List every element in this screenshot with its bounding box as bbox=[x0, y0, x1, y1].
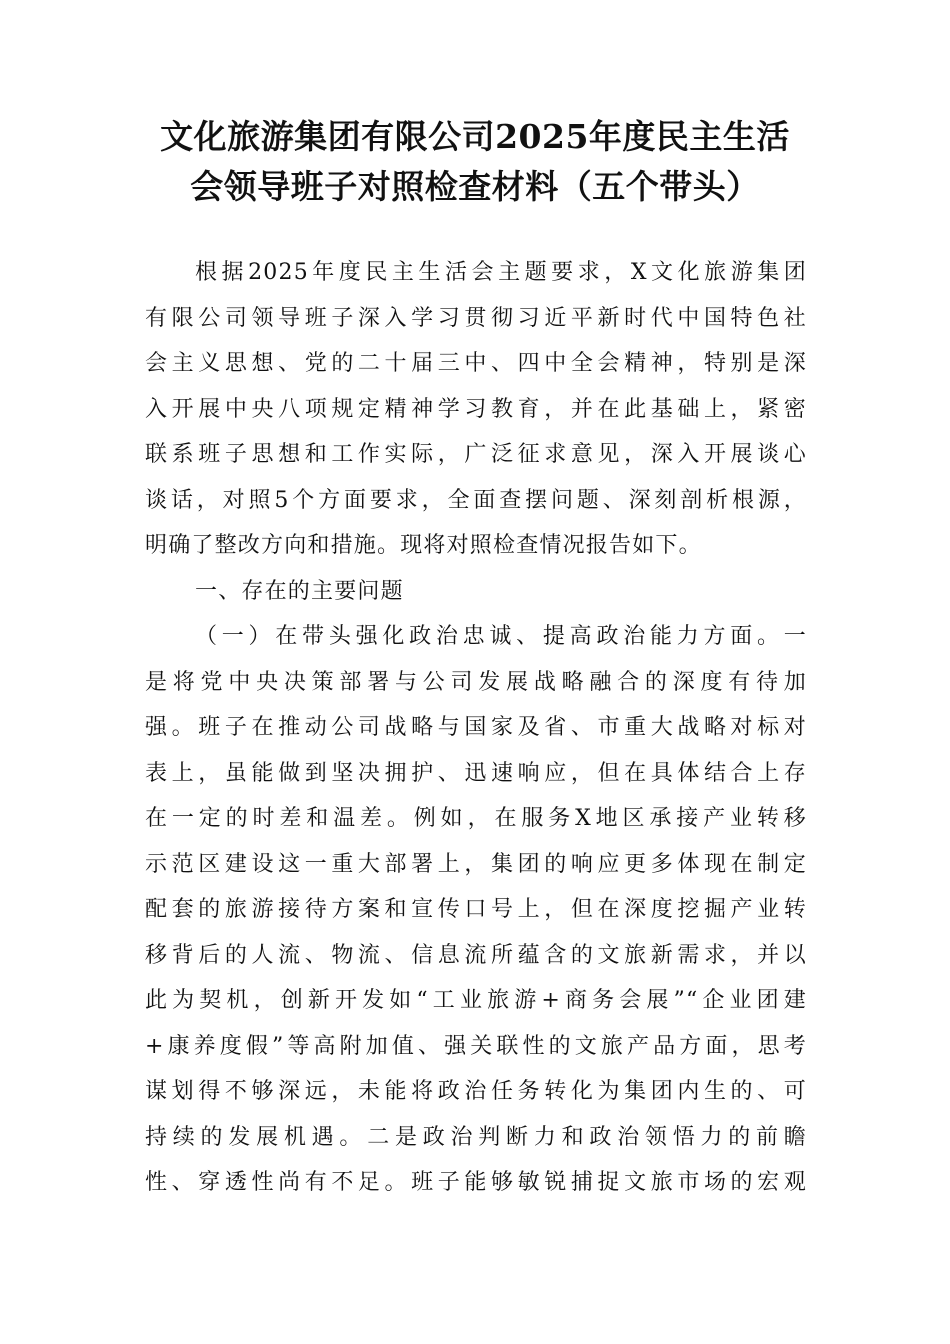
intro-paragraph-line: 根据2025年度民主生活会主题要求，X文化旅游集团 bbox=[195, 260, 807, 285]
subsection-paragraph-line: 谋划得不够深远，未能将政治任务转化为集团内生的、可 bbox=[145, 1079, 807, 1104]
intro-paragraph-line: 入开展中央八项规定精神学习教育，并在此基础上，紧密 bbox=[145, 396, 807, 422]
document-title bbox=[120, 112, 830, 212]
intro-paragraph-line: 有限公司领导班子深入学习贯彻习近平新时代中国特色社 bbox=[145, 305, 807, 331]
intro-paragraph-line: 联系班子思想和工作实际，广泛征求意见，深入开展谈心 bbox=[145, 442, 807, 467]
subsection-paragraph-line: 是将党中央决策部署与公司发展战略融合的深度有待加 bbox=[145, 669, 807, 695]
subsection-paragraph-line: （一）在带头强化政治忠诚、提高政治能力方面。一 bbox=[195, 624, 807, 649]
subsection-paragraph-line: 配套的旅游接待方案和宣传口号上，但在深度挖掘产业转 bbox=[145, 897, 807, 922]
subsection-paragraph-line: 此为契机，创新开发如“工业旅游+商务会展”“企业团建 bbox=[145, 988, 807, 1013]
section-heading: 一、存在的主要问题 bbox=[195, 578, 404, 604]
title-line: 文化旅游集团有限公司2025年度民主生活 bbox=[160, 117, 790, 156]
intro-paragraph-line: 明确了整改方向和措施。现将对照检查情况报告如下。 bbox=[145, 533, 702, 558]
subsection-paragraph-line: 示范区建设这一重大部署上，集团的响应更多体现在制定 bbox=[145, 851, 807, 877]
subsection-paragraph-line: 在一定的时差和温差。例如，在服务X地区承接产业转移 bbox=[145, 806, 807, 831]
document-body bbox=[145, 250, 807, 1206]
subsection-paragraph-line: 强。班子在推动公司战略与国家及省、市重大战略对标对 bbox=[145, 715, 807, 740]
intro-paragraph-line: 会主义思想、党的二十届三中、四中全会精神，特别是深 bbox=[145, 351, 807, 376]
title-line: 会领导班子对照检查材料（五个带头） bbox=[190, 167, 760, 206]
subsection-paragraph-line: 表上，虽能做到坚决拥护、迅速响应，但在具体结合上存 bbox=[145, 760, 807, 786]
subsection-paragraph-line: +康养度假”等高附加值、强关联性的文旅产品方面，思考 bbox=[145, 1033, 807, 1059]
subsection-paragraph-line: 持续的发展机遇。二是政治判断力和政治领悟力的前瞻 bbox=[145, 1124, 807, 1150]
subsection-paragraph-line: 性、穿透性尚有不足。班子能够敏锐捕捉文旅市场的宏观 bbox=[145, 1170, 807, 1195]
subsection-paragraph-line: 移背后的人流、物流、信息流所蕴含的文旅新需求，并以 bbox=[145, 942, 807, 968]
intro-paragraph-line: 谈话，对照5个方面要求，全面查摆问题、深刻剖析根源， bbox=[145, 487, 807, 513]
